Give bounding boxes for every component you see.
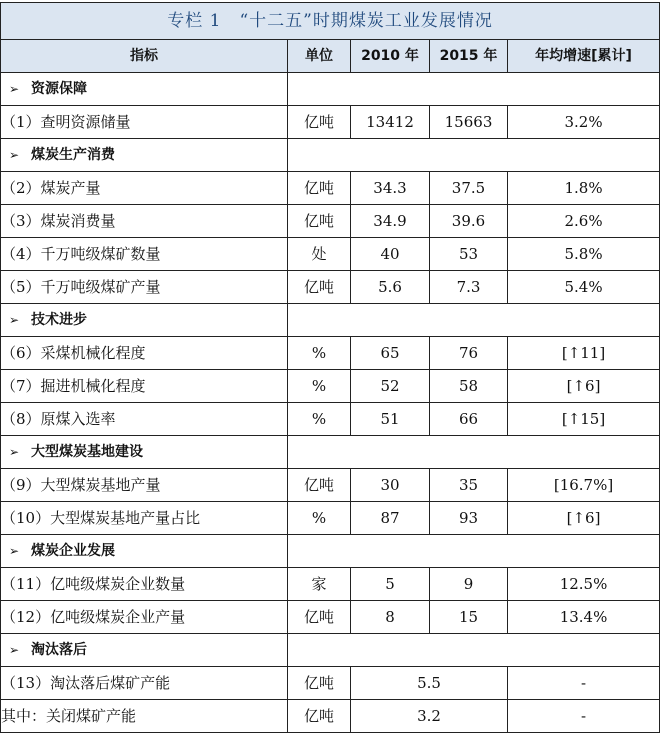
arrow-bullet-icon: ➢ [9,445,20,459]
growth-cell: [↑15] [508,403,660,436]
arrow-bullet-icon: ➢ [9,313,20,327]
growth-cell: 5.8% [508,238,660,271]
header-2010: 2010 年 [351,40,430,73]
value-2010: 40 [351,238,430,271]
value-2015: 37.5 [430,172,508,205]
table-row [1,502,660,535]
indicator-name: （2）煤炭产量 [1,172,288,205]
growth-cell: - [508,700,660,733]
section-label [1,139,288,172]
indicator-name: （4）千万吨级煤矿数量 [1,238,288,271]
value-2015: 58 [430,370,508,403]
value-2010: 5.6 [351,271,430,304]
table-row [1,568,660,601]
table-row [1,700,660,733]
indicator-name: （6）采煤机械化程度 [1,337,288,370]
header-growth: 年均增速[累计] [508,40,660,73]
section-row [1,535,660,568]
section-label [1,634,288,667]
value-2010: 34.9 [351,205,430,238]
growth-cell: [↑6] [508,502,660,535]
value-2015: 76 [430,337,508,370]
growth-cell: [16.7%] [508,469,660,502]
section-title: 资源保障 [31,81,87,97]
unit-cell: % [288,370,351,403]
table-row [1,370,660,403]
header-row [1,40,660,73]
section-title: 淘汰落后 [31,642,87,658]
section-empty [288,535,660,568]
header-2015: 2015 年 [430,40,508,73]
value-2015: 35 [430,469,508,502]
section-row [1,139,660,172]
value-2015: 9 [430,568,508,601]
table-row [1,469,660,502]
value-2010: 51 [351,403,430,436]
unit-cell: 处 [288,238,351,271]
section-empty [288,73,660,106]
growth-cell: 13.4% [508,601,660,634]
indicator-name: （12）亿吨级煤炭企业产量 [1,601,288,634]
unit-cell: 亿吨 [288,106,351,139]
value-2015: 93 [430,502,508,535]
section-row [1,304,660,337]
indicator-name: （3）煤炭消费量 [1,205,288,238]
unit-cell: 家 [288,568,351,601]
section-empty [288,436,660,469]
section-label [1,304,288,337]
arrow-bullet-icon: ➢ [9,148,20,162]
growth-cell: 12.5% [508,568,660,601]
indicator-name: （7）掘进机械化程度 [1,370,288,403]
section-row [1,436,660,469]
table-row [1,271,660,304]
value-2010: 5 [351,568,430,601]
value-2010: 34.3 [351,172,430,205]
section-row [1,73,660,106]
unit-cell: 亿吨 [288,205,351,238]
unit-cell: % [288,403,351,436]
value-2010: 13412 [351,106,430,139]
section-title: 煤炭生产消费 [31,147,115,163]
value-2015: 53 [430,238,508,271]
coal-industry-table-container [0,2,659,733]
value-2015: 7.3 [430,271,508,304]
indicator-name: （8）原煤入选率 [1,403,288,436]
arrow-bullet-icon: ➢ [9,643,20,657]
growth-cell: 1.8% [508,172,660,205]
unit-cell: 亿吨 [288,271,351,304]
table-row [1,238,660,271]
value-2010: 65 [351,337,430,370]
unit-cell: 亿吨 [288,601,351,634]
merged-value: 3.2 [351,700,508,733]
section-title: 大型煤炭基地建设 [31,444,143,460]
indicator-name: （5）千万吨级煤矿产量 [1,271,288,304]
merged-value: 5.5 [351,667,508,700]
arrow-bullet-icon: ➢ [9,544,20,558]
section-label [1,535,288,568]
table-row [1,337,660,370]
section-empty [288,634,660,667]
indicator-name: （10）大型煤炭基地产量占比 [1,502,288,535]
unit-cell: % [288,502,351,535]
indicator-name: 其中：关闭煤矿产能 [1,700,288,733]
table-row [1,205,660,238]
growth-cell: 5.4% [508,271,660,304]
table-title-row [1,3,660,40]
section-row [1,634,660,667]
table-row [1,172,660,205]
table-row [1,601,660,634]
arrow-bullet-icon: ➢ [9,82,20,96]
growth-cell: [↑11] [508,337,660,370]
table-row [1,403,660,436]
unit-cell: 亿吨 [288,667,351,700]
value-2015: 15663 [430,106,508,139]
value-2015: 66 [430,403,508,436]
header-unit: 单位 [288,40,351,73]
unit-cell: 亿吨 [288,469,351,502]
header-indicator: 指标 [1,40,288,73]
table-title: 专栏 1 “十二五”时期煤炭工业发展情况 [1,3,660,40]
unit-cell: % [288,337,351,370]
value-2010: 30 [351,469,430,502]
indicator-name: （13）淘汰落后煤矿产能 [1,667,288,700]
section-label [1,436,288,469]
indicator-name: （11）亿吨级煤炭企业数量 [1,568,288,601]
value-2010: 52 [351,370,430,403]
section-label [1,73,288,106]
indicator-name: （9）大型煤炭基地产量 [1,469,288,502]
growth-cell: 2.6% [508,205,660,238]
unit-cell: 亿吨 [288,700,351,733]
section-title: 技术进步 [31,312,87,328]
table-row [1,667,660,700]
table-row [1,106,660,139]
section-title: 煤炭企业发展 [31,543,115,559]
growth-cell: [↑6] [508,370,660,403]
indicator-name: （1）查明资源储量 [1,106,288,139]
section-empty [288,304,660,337]
value-2015: 15 [430,601,508,634]
growth-cell: 3.2% [508,106,660,139]
unit-cell: 亿吨 [288,172,351,205]
growth-cell: - [508,667,660,700]
section-empty [288,139,660,172]
value-2010: 87 [351,502,430,535]
value-2015: 39.6 [430,205,508,238]
coal-industry-table [0,2,660,733]
value-2010: 8 [351,601,430,634]
